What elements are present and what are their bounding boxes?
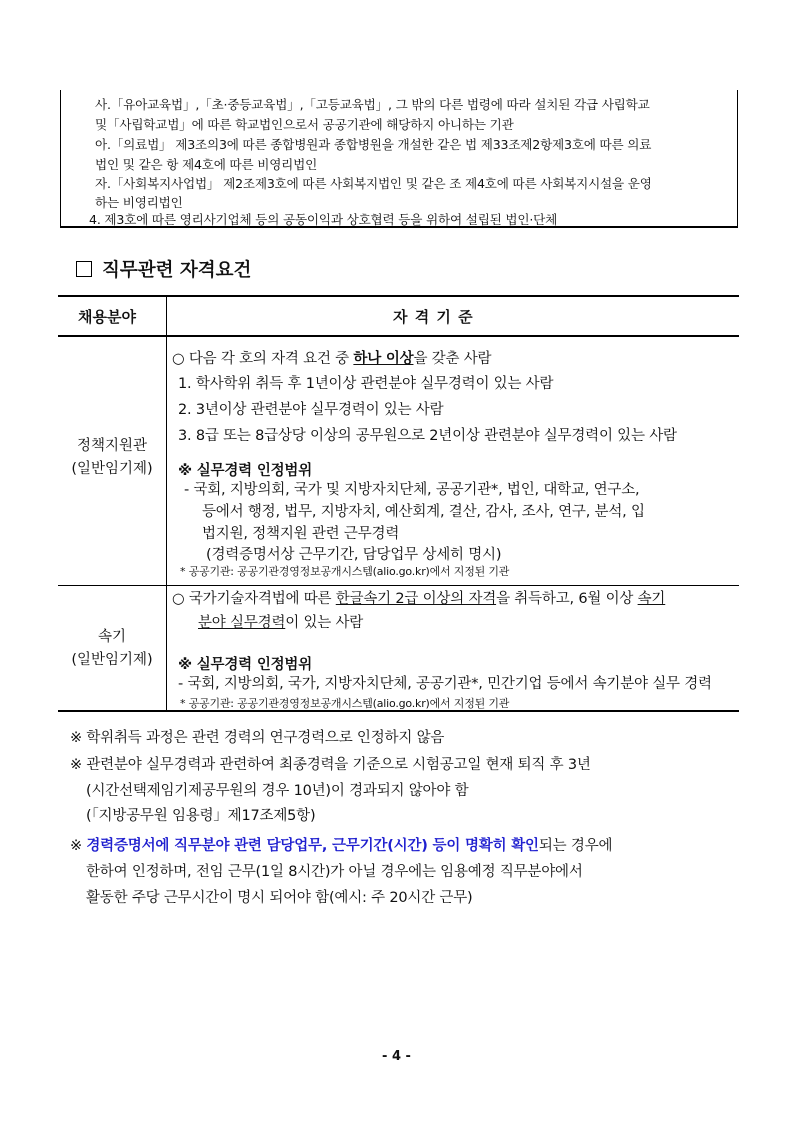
row2-intro-cont: 분야 실무경력이 있는 사람 [198,615,364,631]
underline-experience: 분야 실무경력 [198,615,286,631]
emphasis-one-or-more: 하나 이상 [353,351,414,367]
header-category: 채용분야 [78,308,136,326]
underline-license: 한글속기 2급 이상의 자격 [335,591,497,607]
list-item-4: 4. 제3호에 따른 영리사기업체 등의 공동이익과 상호협력 등을 위하여 설립된 법인·단체 [89,212,558,227]
row1-intro: ○ 다음 각 호의 자격 요건 중 하나 이상을 갖춘 사람 [172,351,492,367]
note-2-line-2: (시간선택제임기제공무원의 경우 10년)이 경과되지 않아야 함 [86,783,469,799]
list-item-sa-cont: 및「사립학교법」에 따른 학교법인으로서 공공기관에 해당하지 아니하는 기관 [95,117,514,132]
row1-scope-line-4: (경력증명서상 근무기간, 담당업무 상세히 명시) [206,547,502,563]
row2-scope-title: ※ 실무경력 인정범위 [178,657,313,673]
note-3-line-1: ※ 경력증명서에 직무분야 관련 담당업무, 근무기간(시간) 등이 명확히 확인되는 경우에 [70,838,613,854]
note-3-line-3: 활동한 주당 근무시간이 명시 되어야 함(예시: 주 20시간 근무) [86,890,473,906]
row2-footnote: * 공공기관: 공공기관경영정보공개시스템(alio.go.kr)에서 지정된 기관 [180,697,510,710]
row1-item-2: 2. 3년이상 관련분야 실무경력이 있는 사람 [178,402,444,418]
checkbox-square-icon [76,261,92,277]
note-2-line-1: ※ 관련분야 실무경력과 관련하여 최종경력을 기준으로 시험공고일 현재 퇴직 후 3년 [70,757,591,773]
row1-scope-line-3: 법지원, 정책지원 관련 근무경력 [202,526,400,542]
table-row-divider [58,585,739,586]
underline-steno: 속기 [637,591,666,607]
category-type: (일반임기제) [71,652,153,668]
note-1: ※ 학위취득 과정은 관련 경력의 연구경력으로 인정하지 않음 [70,730,445,746]
table-header-divider [58,335,739,337]
list-item-a: 아.「의료법」 제3조의3에 따른 종합병원과 종합병원을 개설한 같은 법 제33조제2항제3호에 따른 의료 [95,137,652,152]
category-name: 정책지원관 [76,438,148,454]
institution-list-box [60,90,738,228]
row1-item-1: 1. 학사학위 취득 후 1년이상 관련분야 실무경력이 있는 사람 [178,376,554,392]
category-policy-support [58,435,166,481]
page-number: - 4 - [382,1049,411,1064]
list-item-sa: 사.「유아교육법」,「초·중등교육법」,「고등교육법」, 그 밖의 다른 법령에 따라 설치된 각급 사립학교 [95,97,650,112]
header-criteria: 자 격 기 준 [393,308,474,326]
note-3-line-2: 한하여 인정하며, 전임 근무(1일 8시간)가 아닐 경우에는 임용예정 직무분야에서 [86,864,583,880]
list-item-ja: 자.「사회복지사업법」 제2조제3호에 따른 사회복지법인 및 같은 조 제4호에 따른 사회복지시설을 운영 [95,176,652,191]
row1-scope-line-1: - 국회, 지방의회, 국가 및 지방자치단체, 공공기관*, 법인, 대학교, 연구소, [184,482,640,498]
row2-intro: ○ 국가기술자격법에 따른 한글속기 2급 이상의 자격을 취득하고, 6월 이상 속기 [172,591,666,607]
list-item-a-cont: 법인 및 같은 항 제4호에 따른 비영리법인 [95,157,318,172]
row2-scope-line: - 국회, 지방의회, 국가, 지방자치단체, 공공기관*, 민간기업 등에서 속기분야 실무 경력 [178,676,712,692]
row1-item-3: 3. 8급 또는 8급상당 이상의 공무원으로 2년이상 관련분야 실무경력이 있는 사람 [178,428,677,444]
category-stenography [58,626,166,672]
section-title [76,256,251,282]
section-title-text: 직무관련 자격요건 [102,260,252,281]
category-type: (일반임기제) [71,461,153,477]
category-name: 속기 [97,629,126,645]
list-item-ja-cont: 하는 비영리법인 [95,195,183,210]
row1-scope-line-2: 등에서 행정, 법무, 지방자치, 예산회계, 결산, 감사, 조사, 연구, 분석, 입 [202,504,645,520]
row1-scope-title: ※ 실무경력 인정범위 [178,463,313,479]
note-2-line-3: (「지방공무원 임용령」제17조제5항) [86,808,316,824]
row1-footnote: * 공공기관: 공공기관경영정보공개시스템(alio.go.kr)에서 지정된 기관 [180,565,510,578]
qualification-table [58,295,739,712]
table-column-divider [166,297,167,710]
note-3-emphasis: 경력증명서에 직무분야 관련 담당업무, 근무기간(시간) 등이 명확히 확인 [86,838,539,854]
